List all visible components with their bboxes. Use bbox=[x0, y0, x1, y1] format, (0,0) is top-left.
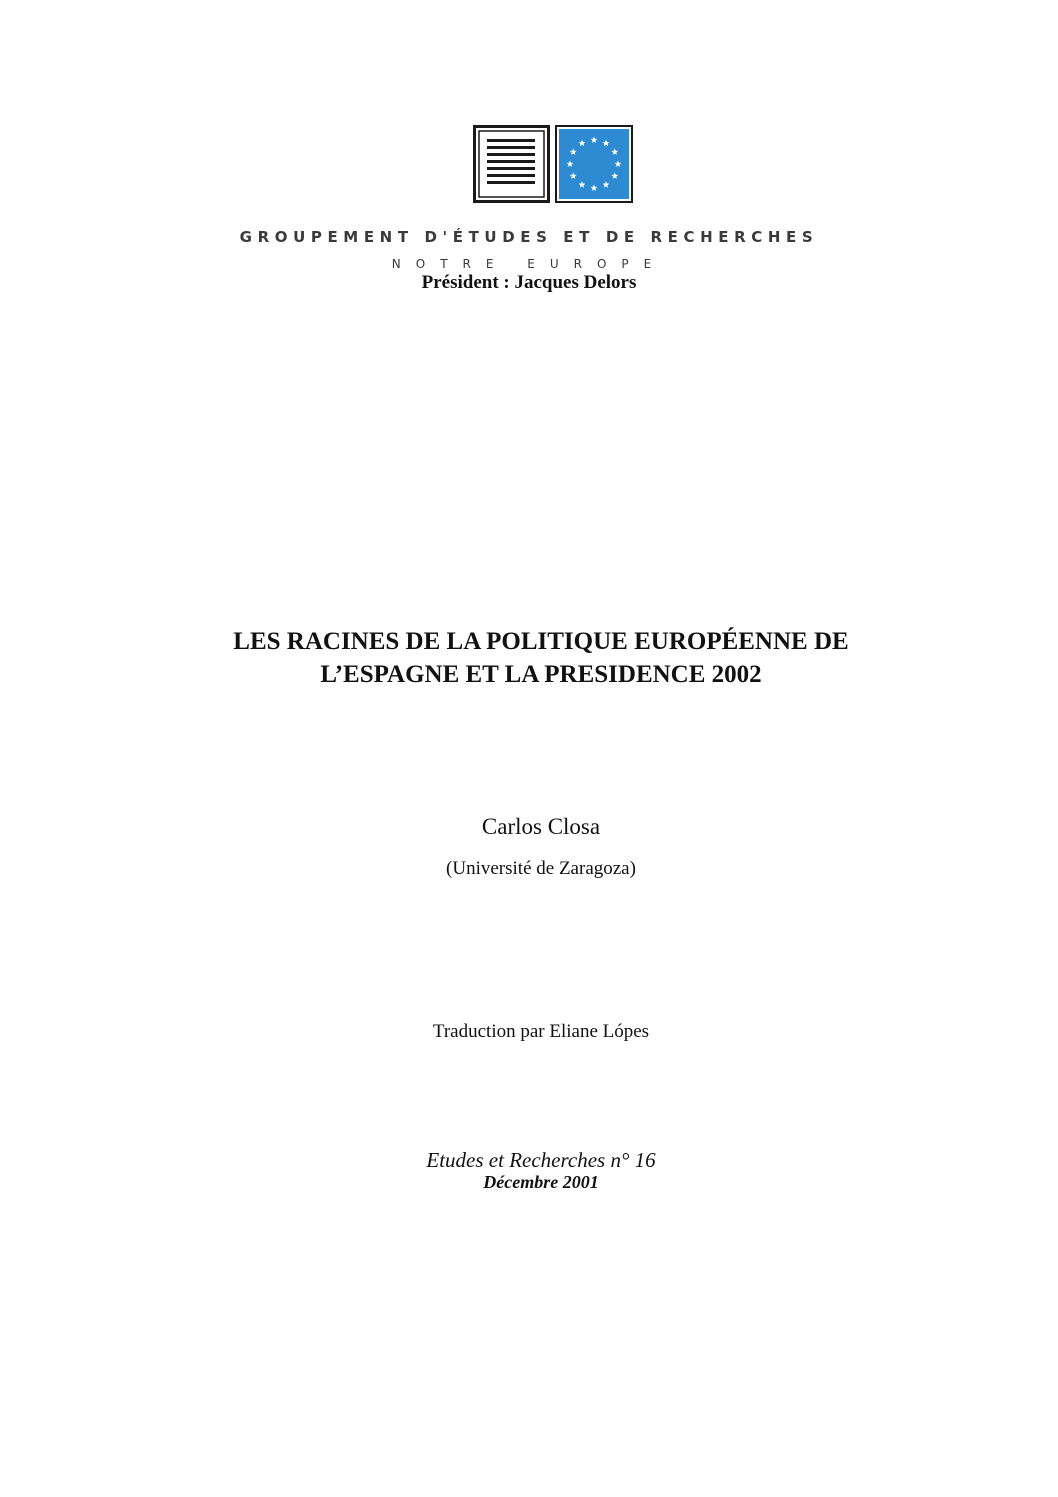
publication-date: Décembre 2001 bbox=[483, 1172, 599, 1192]
notre-europe-logo bbox=[473, 125, 633, 203]
series-number: Etudes et Recherches n° 16 bbox=[426, 1148, 656, 1172]
organization-subtitle: NOTRE EUROPE bbox=[391, 257, 667, 271]
translation-credit: Traduction par Eliane Lópes bbox=[432, 1021, 650, 1042]
title-line-1: LES RACINES DE LA POLITIQUE EUROPÉENNE DE bbox=[233, 628, 849, 655]
author-name: Carlos Closa bbox=[481, 814, 601, 839]
president-line: Président : Jacques Delors bbox=[421, 272, 637, 293]
document-title bbox=[0, 625, 1058, 691]
document-icon bbox=[475, 127, 549, 202]
author-affiliation: (Université de Zaragoza) bbox=[446, 858, 636, 879]
title-line-2: L’ESPAGNE ET LA PRESIDENCE 2002 bbox=[320, 661, 762, 688]
organization-name: GROUPEMENT D'ÉTUDES ET DE RECHERCHES bbox=[239, 228, 819, 246]
eu-stars-icon bbox=[556, 126, 632, 202]
